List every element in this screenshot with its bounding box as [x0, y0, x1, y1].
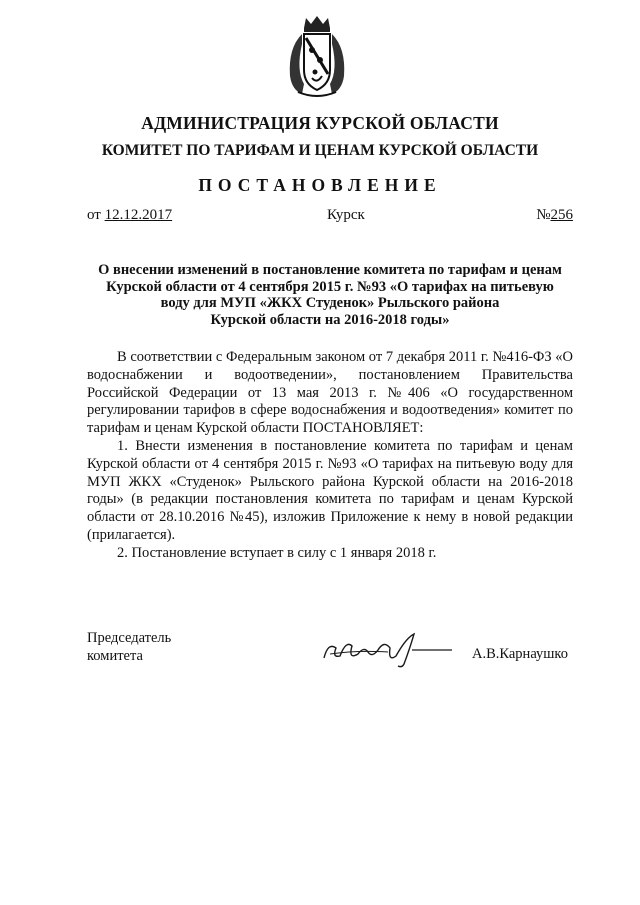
item-1-paragraph: 1. Внести изменения в постановление комитета по тарифам и ценам Курской области от 4 сентября 2015 г. №93 «О тарифах на питьевую воду для МУП ЖКХ «Студенок» Рыльского района Курской области на 2016-2018 годы» (в редакции постановления комитета по тарифам и ценам Курской области от 28.10.2016 №45), изложив Приложение к нему в новой редакции (прилагается).	[87, 437, 573, 543]
document-body	[87, 349, 573, 563]
subject-line: О внесении изменений в постановление комитета по тарифам и ценам	[98, 262, 562, 278]
date-line	[87, 207, 573, 229]
number-value: 256	[550, 207, 573, 223]
organization-title: АДМИНИСТРАЦИЯ КУРСКОЙ ОБЛАСТИ	[141, 113, 499, 133]
document-subject	[87, 262, 573, 328]
handwritten-signature	[318, 628, 458, 670]
document-number: №256	[536, 207, 573, 223]
signatory-name: А.В.Карнаушко	[472, 646, 568, 662]
preamble-paragraph: В соответствии с Федеральным законом от 7 декабря 2011 г. №416-ФЗ «О водоснабжении и водоотведении», постановлением Правительства Российской Федерации от 13 мая 2013 г. №406 «О государственном регулировании тарифов в сфере водоснабжения и водоотведения» комитет по тарифам и ценам Курской области ПОСТАНОВЛЯЕТ:	[87, 349, 573, 437]
item-2-paragraph: 2. Постановление вступает в силу с 1 января 2018 г.	[117, 544, 437, 561]
subject-line: Курской области на 2016-2018 годы»	[210, 311, 450, 328]
signatory-position: Председатель комитета	[87, 630, 172, 664]
committee-title: КОМИТЕТ ПО ТАРИФАМ И ЦЕНАМ КУРСКОЙ ОБЛАСТИ	[101, 142, 539, 159]
document-city: Курск	[327, 207, 365, 223]
subject-line: Курской области от 4 сентября 2015 г. №93 «О тарифах на питьевую	[106, 278, 554, 295]
coat-of-arms-icon	[282, 14, 352, 98]
subject-line: воду для МУП «ЖКХ Студенок» Рыльского района	[160, 295, 500, 311]
document-date: от 12.12.2017	[87, 207, 173, 223]
document-type: ПОСТАНОВЛЕНИЕ	[198, 175, 442, 195]
date-value: 12.12.2017	[104, 207, 173, 223]
